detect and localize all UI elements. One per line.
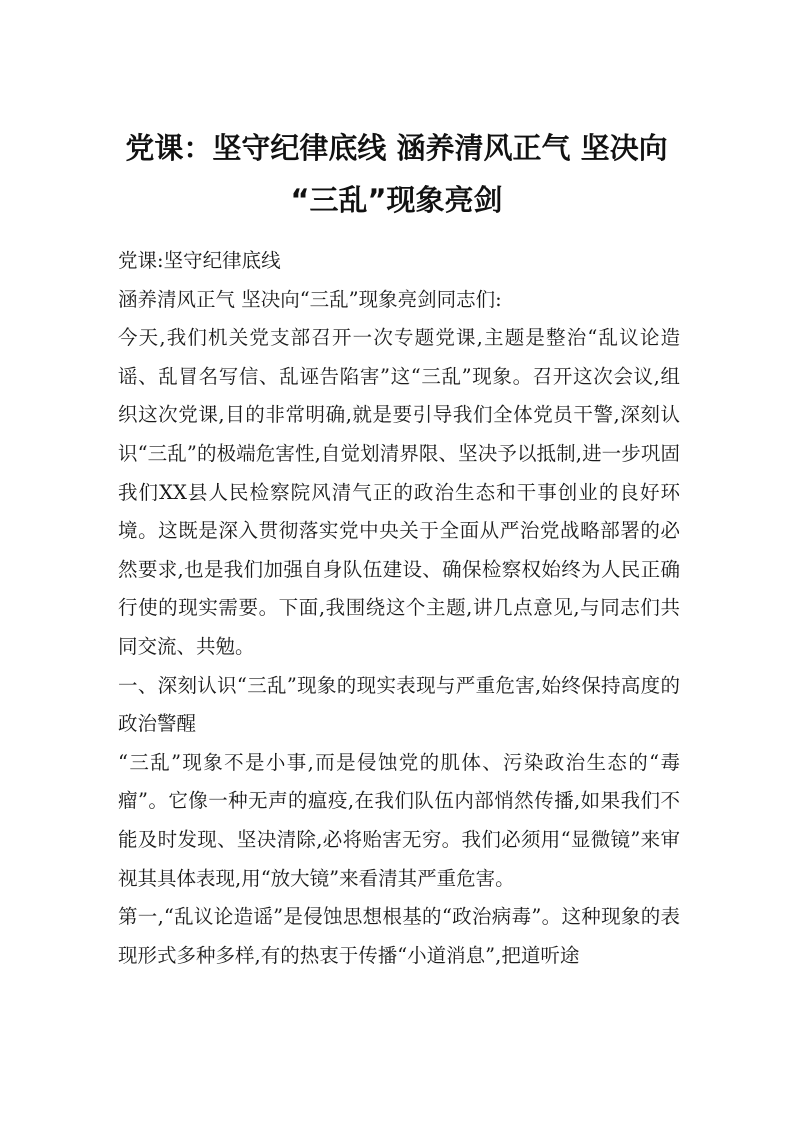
document-body — [118, 242, 680, 975]
section-heading-1: 一、深刻认识“三乱”现象的现实表现与严重危害,始终保持高度的政治警醒 — [118, 673, 680, 736]
paragraph-intro: 今天,我们机关党支部召开一次专题党课,主题是整治“乱议论造谣、乱冒名写信、乱诬告陷害”这“三乱”现象。召开这次会议,组织这次党课,目的非常明确,就是要引导我们全体党员干警,深刻认识“三乱”的极端危害性,自觉划清界限、坚决予以抵制,进一步巩固我们XX县人民检察院风清气正的政治生态和干事创业的良好环境。这既是深入贯彻落实党中央关于全面从严治党战略部署的必然要求,也是我们加强自身队伍建设、确保检察权始终为人民正确行使的现实需要。下面,我围绕这个主题,讲几点意见,与同志们共同交流、共勉。 — [118, 326, 680, 658]
paragraph-section-1: “三乱”现象不是小事,而是侵蚀党的肌体、污染政治生态的“毒瘤”。它像一种无声的瘟疫,在我们队伍内部悄然传播,如果我们不能及时发现、坚决清除,必将贻害无穷。我们必须用“显微镜”来审视其具体表现,用“放大镜”来看清其严重危害。 — [118, 750, 680, 890]
title-line-1: 党课：坚守纪律底线 涵养清风正气 坚决向 — [125, 131, 668, 165]
paragraph-point-1: 第一,“乱议论造谣”是侵蚀思想根基的“政治病毒”。这种现象的表现形式多种多样,有的热衷于传播“小道消息”,把道听途 — [118, 905, 680, 967]
paragraph-subtitle: 党课:坚守纪律底线 — [118, 249, 281, 272]
document-title — [0, 122, 793, 226]
title-line-2: “三乱”现象亮剑 — [290, 183, 503, 217]
paragraph-greeting: 涵养清风正气 坚决向“三乱”现象亮剑同志们: — [118, 287, 502, 311]
